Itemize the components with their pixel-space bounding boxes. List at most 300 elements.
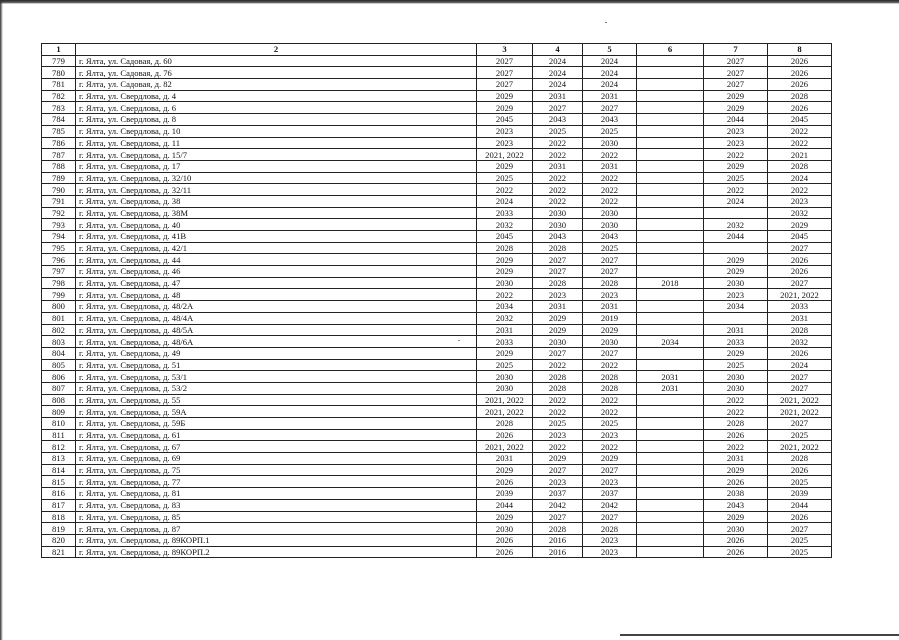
col-3-value: 2034 bbox=[477, 301, 533, 313]
column-header-4: 4 bbox=[533, 44, 583, 56]
col-6-value bbox=[637, 79, 704, 91]
table-row bbox=[42, 336, 832, 348]
col-7-value: 2027 bbox=[704, 67, 768, 79]
col-5-value: 2028 bbox=[583, 277, 637, 289]
col-6-value bbox=[637, 67, 704, 79]
col-8-value: 2025 bbox=[768, 546, 832, 558]
row-number: 817 bbox=[42, 499, 76, 511]
row-number: 800 bbox=[42, 301, 76, 313]
address: г. Ялта, ул. Свердлова, д. 69 bbox=[76, 453, 477, 465]
col-4-value: 2030 bbox=[533, 219, 583, 231]
col-4-value: 2022 bbox=[533, 441, 583, 453]
col-3-value: 2025 bbox=[477, 359, 533, 371]
col-7-value: 2029 bbox=[704, 464, 768, 476]
row-number: 796 bbox=[42, 254, 76, 266]
address: г. Ялта, ул. Свердлова, д. 48 bbox=[76, 289, 477, 301]
col-3-value: 2022 bbox=[477, 184, 533, 196]
table-row bbox=[42, 219, 832, 231]
col-7-value: 2023 bbox=[704, 289, 768, 301]
col-7-value: 2024 bbox=[704, 195, 768, 207]
row-number: 784 bbox=[42, 114, 76, 126]
col-6-value bbox=[637, 406, 704, 418]
col-7-value: 2031 bbox=[704, 453, 768, 465]
col-3-value: 2021, 2022 bbox=[477, 406, 533, 418]
col-5-value: 2023 bbox=[583, 546, 637, 558]
col-5-value: 2027 bbox=[583, 511, 637, 523]
col-3-value: 2030 bbox=[477, 523, 533, 535]
row-number: 791 bbox=[42, 195, 76, 207]
col-8-value: 2044 bbox=[768, 499, 832, 511]
col-4-value: 2022 bbox=[533, 406, 583, 418]
address: г. Ялта, ул. Свердлова, д. 47 bbox=[76, 277, 477, 289]
col-3-value: 2033 bbox=[477, 207, 533, 219]
col-8-value: 2027 bbox=[768, 242, 832, 254]
col-8-value: 2026 bbox=[768, 464, 832, 476]
table-row bbox=[42, 418, 832, 430]
address: г. Ялта, ул. Свердлова, д. 89КОРП.2 bbox=[76, 546, 477, 558]
col-7-value: 2022 bbox=[704, 394, 768, 406]
col-3-value: 2028 bbox=[477, 418, 533, 430]
col-5-value: 2030 bbox=[583, 219, 637, 231]
col-5-value: 2031 bbox=[583, 301, 637, 313]
address: г. Ялта, ул. Свердлова, д. 77 bbox=[76, 476, 477, 488]
col-7-value: 2026 bbox=[704, 429, 768, 441]
col-6-value bbox=[637, 523, 704, 535]
col-6-value: 2031 bbox=[637, 371, 704, 383]
col-6-value bbox=[637, 55, 704, 67]
column-header-5: 5 bbox=[583, 44, 637, 56]
table-row bbox=[42, 254, 832, 266]
row-number: 780 bbox=[42, 67, 76, 79]
col-3-value: 2032 bbox=[477, 312, 533, 324]
col-4-value: 2029 bbox=[533, 324, 583, 336]
column-header-7: 7 bbox=[704, 44, 768, 56]
col-4-value: 2022 bbox=[533, 359, 583, 371]
col-8-value: 2021, 2022 bbox=[768, 394, 832, 406]
col-3-value: 2031 bbox=[477, 324, 533, 336]
address: г. Ялта, ул. Свердлова, д. 83 bbox=[76, 499, 477, 511]
col-3-value: 2024 bbox=[477, 195, 533, 207]
col-6-value bbox=[637, 429, 704, 441]
address: г. Ялта, ул. Садовая, д. 82 bbox=[76, 79, 477, 91]
col-6-value bbox=[637, 301, 704, 313]
col-6-value bbox=[637, 90, 704, 102]
col-5-value: 2028 bbox=[583, 382, 637, 394]
table-row bbox=[42, 453, 832, 465]
row-number: 814 bbox=[42, 464, 76, 476]
address: г. Ялта, ул. Свердлова, д. 10 bbox=[76, 125, 477, 137]
col-7-value: 2023 bbox=[704, 137, 768, 149]
registry-table bbox=[41, 43, 832, 558]
address: г. Ялта, ул. Свердлова, д. 38 bbox=[76, 195, 477, 207]
address: г. Ялта, ул. Свердлова, д. 75 bbox=[76, 464, 477, 476]
address: г. Ялта, ул. Садовая, д. 60 bbox=[76, 55, 477, 67]
col-5-value: 2022 bbox=[583, 441, 637, 453]
col-8-value: 2033 bbox=[768, 301, 832, 313]
row-number: 793 bbox=[42, 219, 76, 231]
scan-edge-left bbox=[0, 0, 3, 640]
col-8-value: 2025 bbox=[768, 534, 832, 546]
col-7-value: 2026 bbox=[704, 534, 768, 546]
col-5-value: 2027 bbox=[583, 347, 637, 359]
col-6-value bbox=[637, 464, 704, 476]
col-5-value: 2023 bbox=[583, 289, 637, 301]
row-number: 802 bbox=[42, 324, 76, 336]
col-4-value: 2031 bbox=[533, 301, 583, 313]
row-number: 812 bbox=[42, 441, 76, 453]
col-7-value: 2029 bbox=[704, 266, 768, 278]
col-8-value: 2045 bbox=[768, 114, 832, 126]
col-6-value bbox=[637, 511, 704, 523]
table-row bbox=[42, 79, 832, 91]
col-6-value bbox=[637, 499, 704, 511]
table-row bbox=[42, 160, 832, 172]
col-5-value: 2023 bbox=[583, 429, 637, 441]
row-number: 795 bbox=[42, 242, 76, 254]
col-6-value: 2034 bbox=[637, 336, 704, 348]
row-number: 806 bbox=[42, 371, 76, 383]
col-6-value: 2018 bbox=[637, 277, 704, 289]
col-8-value: 2023 bbox=[768, 195, 832, 207]
table-row bbox=[42, 114, 832, 126]
col-8-value: 2027 bbox=[768, 371, 832, 383]
col-4-value: 2022 bbox=[533, 149, 583, 161]
col-8-value: 2025 bbox=[768, 476, 832, 488]
col-8-value: 2032 bbox=[768, 336, 832, 348]
col-5-value: 2022 bbox=[583, 149, 637, 161]
col-4-value: 2027 bbox=[533, 102, 583, 114]
col-3-value: 2021, 2022 bbox=[477, 441, 533, 453]
col-4-value: 2027 bbox=[533, 464, 583, 476]
col-6-value bbox=[637, 219, 704, 231]
col-7-value: 2026 bbox=[704, 476, 768, 488]
col-4-value: 2016 bbox=[533, 546, 583, 558]
col-8-value: 2026 bbox=[768, 79, 832, 91]
row-number: 788 bbox=[42, 160, 76, 172]
address: г. Ялта, ул. Свердлова, д. 4 bbox=[76, 90, 477, 102]
col-6-value bbox=[637, 534, 704, 546]
col-4-value: 2028 bbox=[533, 277, 583, 289]
row-number: 808 bbox=[42, 394, 76, 406]
col-8-value: 2026 bbox=[768, 55, 832, 67]
col-4-value: 2023 bbox=[533, 429, 583, 441]
col-7-value: 2034 bbox=[704, 301, 768, 313]
col-7-value: 2022 bbox=[704, 441, 768, 453]
col-3-value: 2023 bbox=[477, 125, 533, 137]
col-5-value: 2025 bbox=[583, 125, 637, 137]
col-7-value: 2028 bbox=[704, 418, 768, 430]
col-6-value bbox=[637, 149, 704, 161]
col-5-value: 2043 bbox=[583, 231, 637, 243]
address: г. Ялта, ул. Свердлова, д. 8 bbox=[76, 114, 477, 126]
table-row bbox=[42, 441, 832, 453]
table-row bbox=[42, 546, 832, 558]
address: г. Ялта, ул. Свердлова, д. 53/2 bbox=[76, 382, 477, 394]
col-5-value: 2027 bbox=[583, 102, 637, 114]
table-body bbox=[42, 55, 832, 558]
table-row bbox=[42, 137, 832, 149]
row-number: 810 bbox=[42, 418, 76, 430]
col-4-value: 2022 bbox=[533, 394, 583, 406]
col-5-value: 2027 bbox=[583, 464, 637, 476]
col-6-value bbox=[637, 453, 704, 465]
col-6-value bbox=[637, 266, 704, 278]
address: г. Ялта, ул. Свердлова, д. 46 bbox=[76, 266, 477, 278]
col-3-value: 2045 bbox=[477, 231, 533, 243]
col-3-value: 2028 bbox=[477, 242, 533, 254]
col-8-value: 2022 bbox=[768, 137, 832, 149]
col-4-value: 2023 bbox=[533, 476, 583, 488]
col-3-value: 2021, 2022 bbox=[477, 394, 533, 406]
col-6-value bbox=[637, 441, 704, 453]
scan-edge-bottom bbox=[620, 634, 899, 636]
table-row bbox=[42, 125, 832, 137]
col-8-value: 2028 bbox=[768, 90, 832, 102]
col-5-value: 2029 bbox=[583, 453, 637, 465]
col-5-value: 2042 bbox=[583, 499, 637, 511]
col-8-value: 2026 bbox=[768, 266, 832, 278]
address: г. Ялта, ул. Свердлова, д. 61 bbox=[76, 429, 477, 441]
col-5-value: 2029 bbox=[583, 324, 637, 336]
col-4-value: 2023 bbox=[533, 289, 583, 301]
col-5-value: 2031 bbox=[583, 90, 637, 102]
col-5-value: 2043 bbox=[583, 114, 637, 126]
col-4-value: 2029 bbox=[533, 312, 583, 324]
table-row bbox=[42, 371, 832, 383]
col-6-value bbox=[637, 418, 704, 430]
col-8-value: 2029 bbox=[768, 219, 832, 231]
col-5-value: 2022 bbox=[583, 195, 637, 207]
col-3-value: 2029 bbox=[477, 464, 533, 476]
col-3-value: 2025 bbox=[477, 172, 533, 184]
address: г. Ялта, ул. Свердлова, д. 32/11 bbox=[76, 184, 477, 196]
row-number: 804 bbox=[42, 347, 76, 359]
address: г. Ялта, ул. Свердлова, д. 6 bbox=[76, 102, 477, 114]
table-row bbox=[42, 476, 832, 488]
col-8-value: 2028 bbox=[768, 160, 832, 172]
col-8-value: 2028 bbox=[768, 324, 832, 336]
col-8-value: 2024 bbox=[768, 172, 832, 184]
table-row bbox=[42, 464, 832, 476]
col-4-value: 2028 bbox=[533, 523, 583, 535]
col-3-value: 2026 bbox=[477, 429, 533, 441]
col-6-value bbox=[637, 195, 704, 207]
table-row bbox=[42, 184, 832, 196]
col-4-value: 2028 bbox=[533, 242, 583, 254]
table-row bbox=[42, 102, 832, 114]
col-7-value: 2025 bbox=[704, 359, 768, 371]
col-4-value: 2043 bbox=[533, 114, 583, 126]
col-3-value: 2029 bbox=[477, 347, 533, 359]
row-number: 820 bbox=[42, 534, 76, 546]
row-number: 797 bbox=[42, 266, 76, 278]
col-8-value: 2022 bbox=[768, 184, 832, 196]
col-4-value: 2029 bbox=[533, 453, 583, 465]
col-6-value bbox=[637, 359, 704, 371]
col-5-value: 2030 bbox=[583, 336, 637, 348]
col-5-value: 2025 bbox=[583, 418, 637, 430]
col-8-value: 2027 bbox=[768, 418, 832, 430]
col-4-value: 2022 bbox=[533, 195, 583, 207]
col-7-value bbox=[704, 312, 768, 324]
col-8-value: 2039 bbox=[768, 488, 832, 500]
col-4-value: 2024 bbox=[533, 79, 583, 91]
table-row bbox=[42, 242, 832, 254]
col-4-value: 2037 bbox=[533, 488, 583, 500]
col-5-value: 2025 bbox=[583, 242, 637, 254]
col-3-value: 2030 bbox=[477, 382, 533, 394]
col-4-value: 2024 bbox=[533, 55, 583, 67]
row-number: 811 bbox=[42, 429, 76, 441]
col-6-value bbox=[637, 312, 704, 324]
col-3-value: 2027 bbox=[477, 79, 533, 91]
col-8-value: 2027 bbox=[768, 277, 832, 289]
table-row bbox=[42, 394, 832, 406]
col-5-value: 2023 bbox=[583, 534, 637, 546]
col-8-value: 2027 bbox=[768, 523, 832, 535]
col-7-value: 2029 bbox=[704, 254, 768, 266]
row-number: 798 bbox=[42, 277, 76, 289]
col-3-value: 2039 bbox=[477, 488, 533, 500]
col-3-value: 2029 bbox=[477, 102, 533, 114]
row-number: 790 bbox=[42, 184, 76, 196]
col-7-value: 2030 bbox=[704, 277, 768, 289]
row-number: 813 bbox=[42, 453, 76, 465]
col-8-value: 2045 bbox=[768, 231, 832, 243]
col-3-value: 2030 bbox=[477, 371, 533, 383]
row-number: 818 bbox=[42, 511, 76, 523]
col-8-value: 2032 bbox=[768, 207, 832, 219]
table-row bbox=[42, 149, 832, 161]
address: г. Ялта, ул. Свердлова, д. 42/1 bbox=[76, 242, 477, 254]
col-6-value bbox=[637, 172, 704, 184]
col-7-value: 2030 bbox=[704, 523, 768, 535]
col-5-value: 2037 bbox=[583, 488, 637, 500]
col-5-value: 2022 bbox=[583, 172, 637, 184]
col-3-value: 2026 bbox=[477, 476, 533, 488]
address: г. Ялта, ул. Свердлова, д. 49 bbox=[76, 347, 477, 359]
table-row bbox=[42, 207, 832, 219]
col-7-value: 2029 bbox=[704, 102, 768, 114]
col-7-value: 2043 bbox=[704, 499, 768, 511]
col-6-value bbox=[637, 289, 704, 301]
col-4-value: 2030 bbox=[533, 207, 583, 219]
col-4-value: 2028 bbox=[533, 382, 583, 394]
col-3-value: 2029 bbox=[477, 266, 533, 278]
col-4-value: 2027 bbox=[533, 511, 583, 523]
col-8-value: 2025 bbox=[768, 429, 832, 441]
col-6-value bbox=[637, 324, 704, 336]
col-6-value bbox=[637, 546, 704, 558]
address: г. Ялта, ул. Свердлова, д. 85 bbox=[76, 511, 477, 523]
col-3-value: 2044 bbox=[477, 499, 533, 511]
col-7-value: 2025 bbox=[704, 172, 768, 184]
col-3-value: 2027 bbox=[477, 67, 533, 79]
col-3-value: 2029 bbox=[477, 254, 533, 266]
address: г. Ялта, ул. Свердлова, д. 53/1 bbox=[76, 371, 477, 383]
address: г. Ялта, ул. Садовая, д. 76 bbox=[76, 67, 477, 79]
col-5-value: 2027 bbox=[583, 254, 637, 266]
col-7-value bbox=[704, 242, 768, 254]
col-8-value: 2021, 2022 bbox=[768, 289, 832, 301]
col-6-value bbox=[637, 476, 704, 488]
col-6-value bbox=[637, 207, 704, 219]
col-3-value: 2023 bbox=[477, 137, 533, 149]
row-number: 819 bbox=[42, 523, 76, 535]
col-8-value: 2026 bbox=[768, 102, 832, 114]
col-6-value bbox=[637, 184, 704, 196]
table-row bbox=[42, 406, 832, 418]
col-5-value: 2019 bbox=[583, 312, 637, 324]
col-6-value bbox=[637, 125, 704, 137]
col-8-value: 2024 bbox=[768, 359, 832, 371]
col-5-value: 2022 bbox=[583, 359, 637, 371]
col-5-value: 2028 bbox=[583, 371, 637, 383]
table-row bbox=[42, 289, 832, 301]
col-6-value: 2031 bbox=[637, 382, 704, 394]
col-7-value: 2022 bbox=[704, 406, 768, 418]
col-3-value: 2026 bbox=[477, 534, 533, 546]
address: г. Ялта, ул. Свердлова, д. 40 bbox=[76, 219, 477, 231]
row-number: 782 bbox=[42, 90, 76, 102]
column-header-1: 1 bbox=[42, 44, 76, 56]
table-row bbox=[42, 195, 832, 207]
row-number: 809 bbox=[42, 406, 76, 418]
row-number: 815 bbox=[42, 476, 76, 488]
scan-edge-top bbox=[0, 0, 899, 4]
address: г. Ялта, ул. Свердлова, д. 11 bbox=[76, 137, 477, 149]
col-6-value bbox=[637, 488, 704, 500]
column-header-8: 8 bbox=[768, 44, 832, 56]
address: г. Ялта, ул. Свердлова, д. 81 bbox=[76, 488, 477, 500]
col-6-value bbox=[637, 254, 704, 266]
row-number: 805 bbox=[42, 359, 76, 371]
col-7-value: 2022 bbox=[704, 184, 768, 196]
col-5-value: 2023 bbox=[583, 476, 637, 488]
col-8-value: 2026 bbox=[768, 347, 832, 359]
col-6-value bbox=[637, 102, 704, 114]
col-6-value bbox=[637, 347, 704, 359]
table-row bbox=[42, 499, 832, 511]
row-number: 803 bbox=[42, 336, 76, 348]
row-number: 807 bbox=[42, 382, 76, 394]
column-header-3: 3 bbox=[477, 44, 533, 56]
col-8-value: 2021, 2022 bbox=[768, 406, 832, 418]
row-number: 783 bbox=[42, 102, 76, 114]
col-7-value: 2022 bbox=[704, 149, 768, 161]
address: г. Ялта, ул. Свердлова, д. 48/2А bbox=[76, 301, 477, 313]
col-5-value: 2030 bbox=[583, 137, 637, 149]
col-8-value: 2026 bbox=[768, 511, 832, 523]
address: г. Ялта, ул. Свердлова, д. 15/7 bbox=[76, 149, 477, 161]
table-row bbox=[42, 324, 832, 336]
col-5-value: 2022 bbox=[583, 184, 637, 196]
col-8-value: 2031 bbox=[768, 312, 832, 324]
column-header-6: 6 bbox=[637, 44, 704, 56]
col-3-value: 2029 bbox=[477, 90, 533, 102]
scan-speck bbox=[605, 22, 607, 23]
address: г. Ялта, ул. Свердлова, д. 38М bbox=[76, 207, 477, 219]
col-3-value: 2045 bbox=[477, 114, 533, 126]
table-row bbox=[42, 277, 832, 289]
address: г. Ялта, ул. Свердлова, д. 48/5А bbox=[76, 324, 477, 336]
row-number: 786 bbox=[42, 137, 76, 149]
col-6-value bbox=[637, 394, 704, 406]
col-5-value: 2024 bbox=[583, 79, 637, 91]
row-number: 799 bbox=[42, 289, 76, 301]
col-7-value bbox=[704, 207, 768, 219]
address: г. Ялта, ул. Свердлова, д. 51 bbox=[76, 359, 477, 371]
